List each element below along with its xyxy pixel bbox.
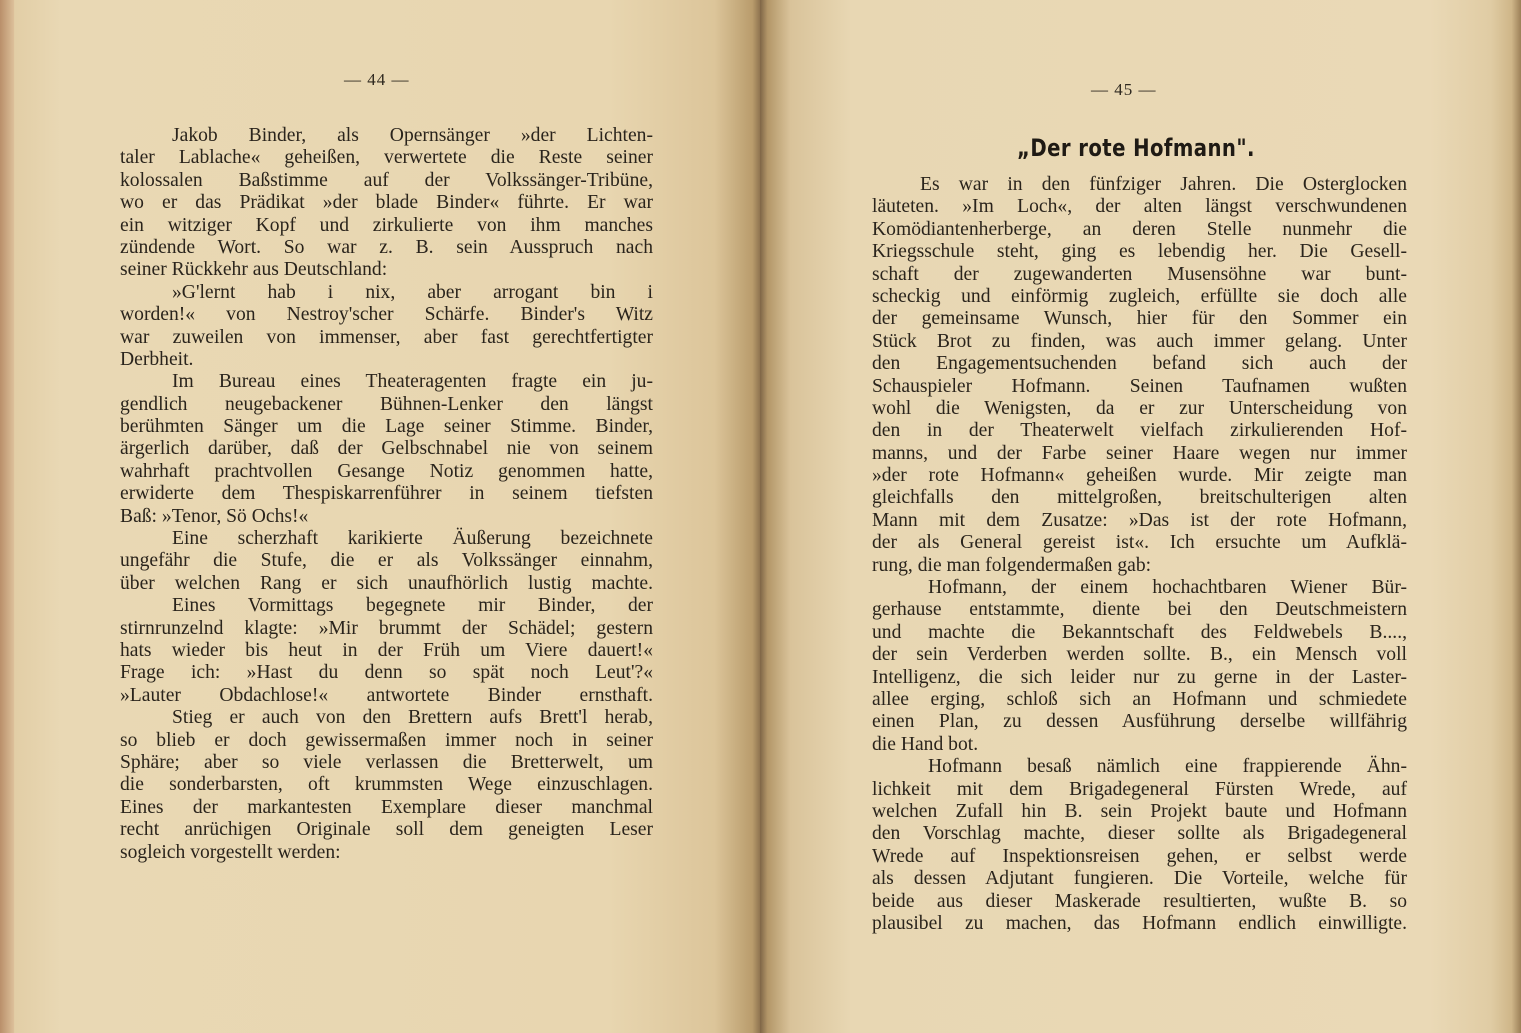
left-page-text (120, 125, 653, 864)
text-line: plausibel zu machen, das Hofmann endlich einwilligte. (872, 912, 1407, 934)
text-line: erwiderte dem Thespiskarrenführer in seinem tiefsten (120, 483, 653, 505)
right-page (760, 0, 1521, 1033)
page-edge (1511, 0, 1521, 1033)
text-line: der gemeinsame Wunsch, hier für den Sommer ein (872, 308, 1407, 330)
text-line: einen Plan, zu dessen Ausführung derselbe willfährig (872, 711, 1407, 733)
text-line: taler Lablache« geheißen, verwertete die Reste seiner (120, 147, 653, 169)
text-line: Sphäre; aber so viele verlassen die Bretterwelt, um (120, 751, 653, 773)
text-line: Komödiantenherberge, an deren Stelle nunmehr die (872, 218, 1407, 240)
text-line: Jakob Binder, als Opernsänger »der Lichten- (172, 125, 653, 146)
text-line: »Lauter Obdachlose!« antwortete Binder ernsthaft. (120, 684, 653, 706)
text-line: sogleich vorgestellt werden: (120, 841, 341, 863)
text-line: schaft der zugewanderten Musensöhne war bunt- (872, 263, 1407, 285)
text-line: Eines der markantesten Exemplare dieser manchmal (120, 796, 653, 818)
text-line: gleichfalls den mittelgroßen, breitschulterigen alten (872, 487, 1407, 509)
right-page-text (872, 174, 1407, 935)
text-line: kolossalen Baßstimme auf der Volkssänger-Tribüne, (120, 169, 653, 191)
text-line: worden!« von Nestroy'scher Schärfe. Binder's Witz (120, 304, 653, 326)
text-line: Es war in den fünfziger Jahren. Die Osterglocken (920, 174, 1407, 195)
text-line: läuteten. »Im Loch«, der alten längst verschwundenen (872, 196, 1407, 218)
text-line: Intelligenz, die sich leider nur zu gerne in der Laster- (872, 666, 1407, 688)
text-line: Hofmann besaß nämlich eine frappierende Ähn- (928, 756, 1407, 778)
text-line: der als General gereist ist«. Ich ersuchte um Aufklä- (872, 532, 1407, 554)
text-line: Wrede auf Inspektionsreisen gehen, er selbst werde (872, 845, 1407, 867)
text-line: gerhause entstammte, diente bei den Deutschmeistern (872, 599, 1407, 621)
text-line: Stieg er auch von den Brettern aufs Brett'l herab, (172, 707, 653, 729)
text-line: über welchen Rang er sich unaufhörlich lustig machte. (120, 572, 653, 594)
text-line: die sonderbarsten, oft krummsten Wege einzuschlagen. (120, 774, 653, 796)
text-line: als dessen Adjutant fungieren. Die Vorteile, welche für (872, 868, 1407, 890)
text-line: wohl die Wenigsten, da er zur Unterscheidung von (872, 397, 1407, 419)
text-line: rung, die man folgendermaßen gab: (872, 554, 1152, 576)
text-line: wahrhaft prachtvollen Gesange Notiz genommen hatte, (120, 460, 653, 482)
text-line: Eine scherzhaft karikierte Äußerung bezeichnete (172, 528, 653, 550)
text-line: allee erging, schloß sich an Hofmann und schmiedete (872, 688, 1407, 710)
text-line: seiner Rückkehr aus Deutschland: (120, 259, 388, 281)
left-page (0, 0, 760, 1033)
page-edge (0, 0, 14, 1033)
text-line: den Vorschlag machte, dieser sollte als Brigadegeneral (872, 823, 1407, 845)
text-line: ärgerlich darüber, daß der Gelbschnabel nie von seinem (120, 438, 653, 460)
page-number-left: — 44 — (344, 70, 410, 89)
text-line: manns, und der Farbe seiner Haare wegen nur immer (872, 442, 1407, 464)
text-line: Frage ich: »Hast du denn so spät noch Leut'?« (120, 662, 653, 684)
text-line: stirnrunzelnd klagte: »Mir brummt der Schädel; gestern (120, 617, 653, 639)
text-line: gendlich neugebackener Bühnen-Lenker den längst (120, 393, 653, 415)
text-line: die Hand bot. (872, 733, 979, 755)
text-line: recht anrüchigen Originale soll dem geneigten Leser (120, 819, 653, 841)
text-line: beide aus dieser Maskerade resultierten, wußte B. so (872, 890, 1407, 912)
text-line: ein witziger Kopf und zirkulierte von ihm manches (120, 214, 653, 236)
text-line: Eines Vormittags begegnete mir Binder, der (172, 595, 653, 617)
text-line: den Engagementsuchenden befand sich auch der (872, 353, 1407, 375)
text-line: »G'lernt hab i nix, aber arrogant bin i (172, 281, 653, 303)
text-line: zündende Wort. So war z. B. sein Ausspruch nach (120, 236, 653, 258)
text-line: so blieb er doch gewissermaßen immer noch in seiner (120, 729, 653, 751)
text-line: Hofmann, der einem hochachtbaren Wiener Bür- (928, 577, 1407, 599)
text-line: berühmten Sänger um die Lage seiner Stimme. Binder, (120, 416, 653, 438)
text-line: war zuweilen von immenser, aber fast gerechtfertigter (120, 326, 653, 348)
text-line: wo er das Prädikat »der blade Binder« führte. Er war (120, 192, 653, 214)
text-line: Kriegsschule steht, ging es lebendig her. Die Gesell- (872, 241, 1407, 263)
text-line: Derbheit. (120, 348, 194, 370)
chapter-title: „Der rote Hofmann". (1017, 134, 1255, 162)
text-line: welchen Zufall hin B. sein Projekt baute und Hofmann (872, 800, 1407, 822)
text-line: hats wieder bis heut in der Früh um Viere dauert!« (120, 639, 653, 661)
text-line: den in der Theaterwelt vielfach zirkulierenden Hof- (872, 420, 1407, 442)
text-line: Stück Brot zu finden, was auch immer gelang. Unter (872, 330, 1407, 352)
text-line: Im Bureau eines Theateragenten fragte ein ju- (172, 371, 653, 393)
text-line: Baß: »Tenor, Sö Ochs!« (120, 505, 309, 527)
text-line: und machte die Bekanntschaft des Feldwebels B...., (872, 621, 1407, 643)
text-line: »der rote Hofmann« geheißen wurde. Mir zeigte man (872, 465, 1407, 487)
text-line: der sein Verderben werden sollte. B., ein Mensch voll (872, 644, 1407, 666)
text-line: ungefähr die Stufe, die er als Volkssänger einnahm, (120, 550, 653, 572)
text-line: Mann mit dem Zusatze: »Das ist der rote Hofmann, (872, 509, 1407, 531)
text-line: Schauspieler Hofmann. Seinen Taufnamen wußten (872, 375, 1407, 397)
page-number-right: — 45 — (1091, 80, 1157, 99)
text-line: lichkeit mit dem Brigadegeneral Fürsten Wrede, auf (872, 778, 1407, 800)
text-line: scheckig und einförmig zugleich, erfüllte sie doch alle (872, 285, 1407, 307)
